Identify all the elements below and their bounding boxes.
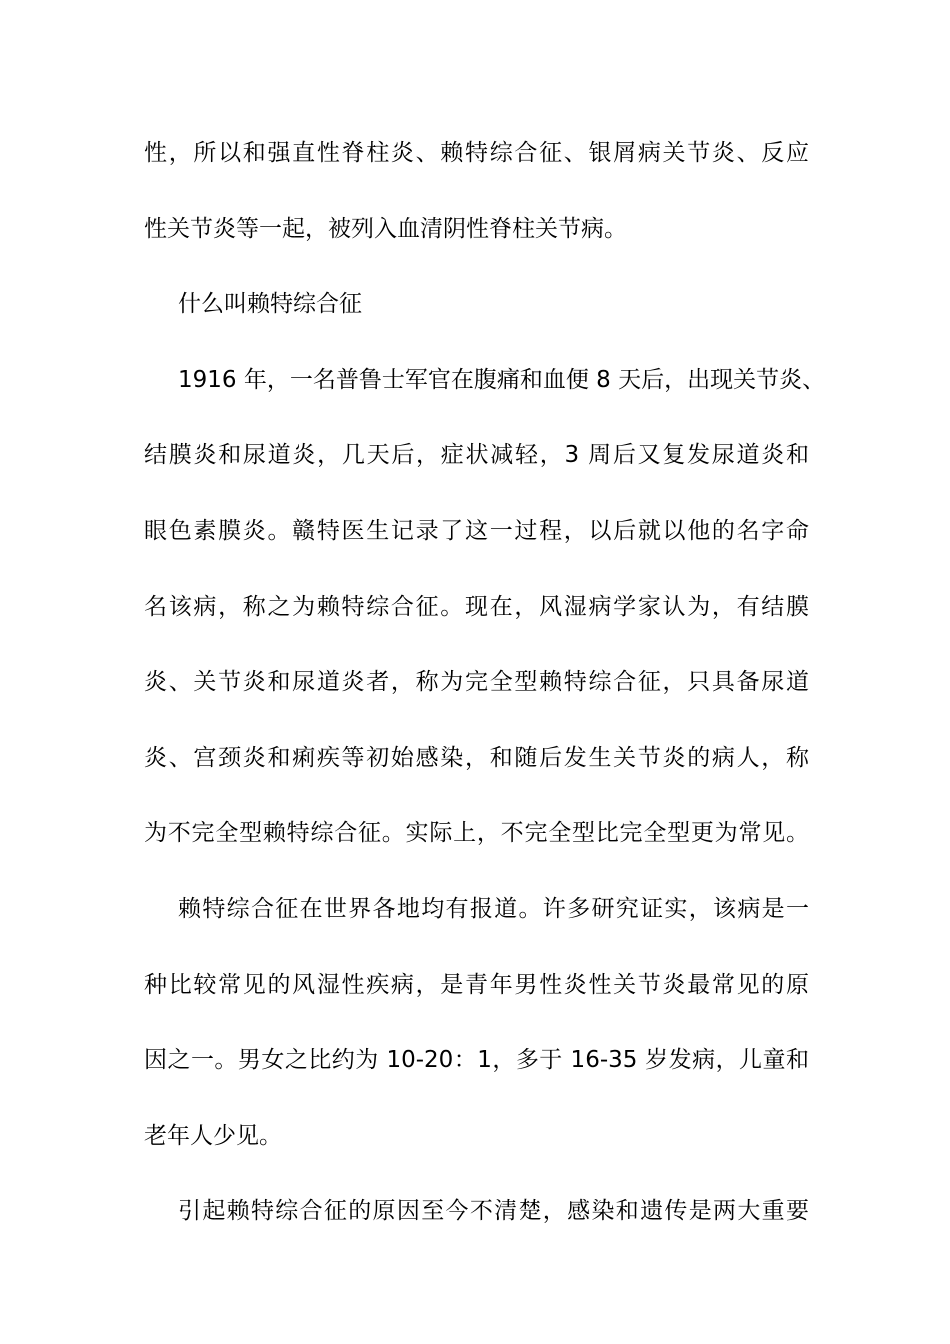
- text-line: 眼色素膜炎。赣特医生记录了这一过程，以后就以他的名字命: [144, 517, 809, 544]
- text-line: 种比较常见的风湿性疾病，是青年男性炎性关节炎最常见的原: [144, 971, 809, 998]
- text-line: 性关节炎等一起，被列入血清阴性脊柱关节病。: [144, 215, 627, 242]
- text-line: 引起赖特综合征的原因至今不清楚，感染和遗传是两大重要: [178, 1198, 809, 1225]
- section-heading: 什么叫赖特综合征: [178, 291, 362, 318]
- text-line: 性，所以和强直性脊柱炎、赖特综合征、银屑病关节炎、反应: [144, 140, 809, 166]
- text-line: 炎、宫颈炎和痢疾等初始感染，和随后发生关节炎的病人，称: [144, 744, 809, 771]
- text-line: 老年人少见。: [144, 1122, 282, 1149]
- text-line: 结膜炎和尿道炎，几天后，症状减轻，3 周后又复发尿道炎和: [144, 442, 809, 469]
- text-line: 赖特综合征在世界各地均有报道。许多研究证实，该病是一: [178, 895, 809, 922]
- text-line: 为不完全型赖特综合征。实际上，不完全型比完全型更为常见。: [144, 820, 809, 847]
- text-line: 因之一。男女之比约为 10-20：1，多于 16-35 岁发病，儿童和: [144, 1047, 809, 1074]
- text-line: 1916 年，一名普鲁士军官在腹痛和血便 8 天后，出现关节炎、: [178, 366, 826, 393]
- text-line: 炎、关节炎和尿道炎者，称为完全型赖特综合征，只具备尿道: [144, 669, 809, 696]
- body-text: [144, 133, 826, 1267]
- text-line: 名该病，称之为赖特综合征。现在，风湿病学家认为，有结膜: [144, 593, 809, 620]
